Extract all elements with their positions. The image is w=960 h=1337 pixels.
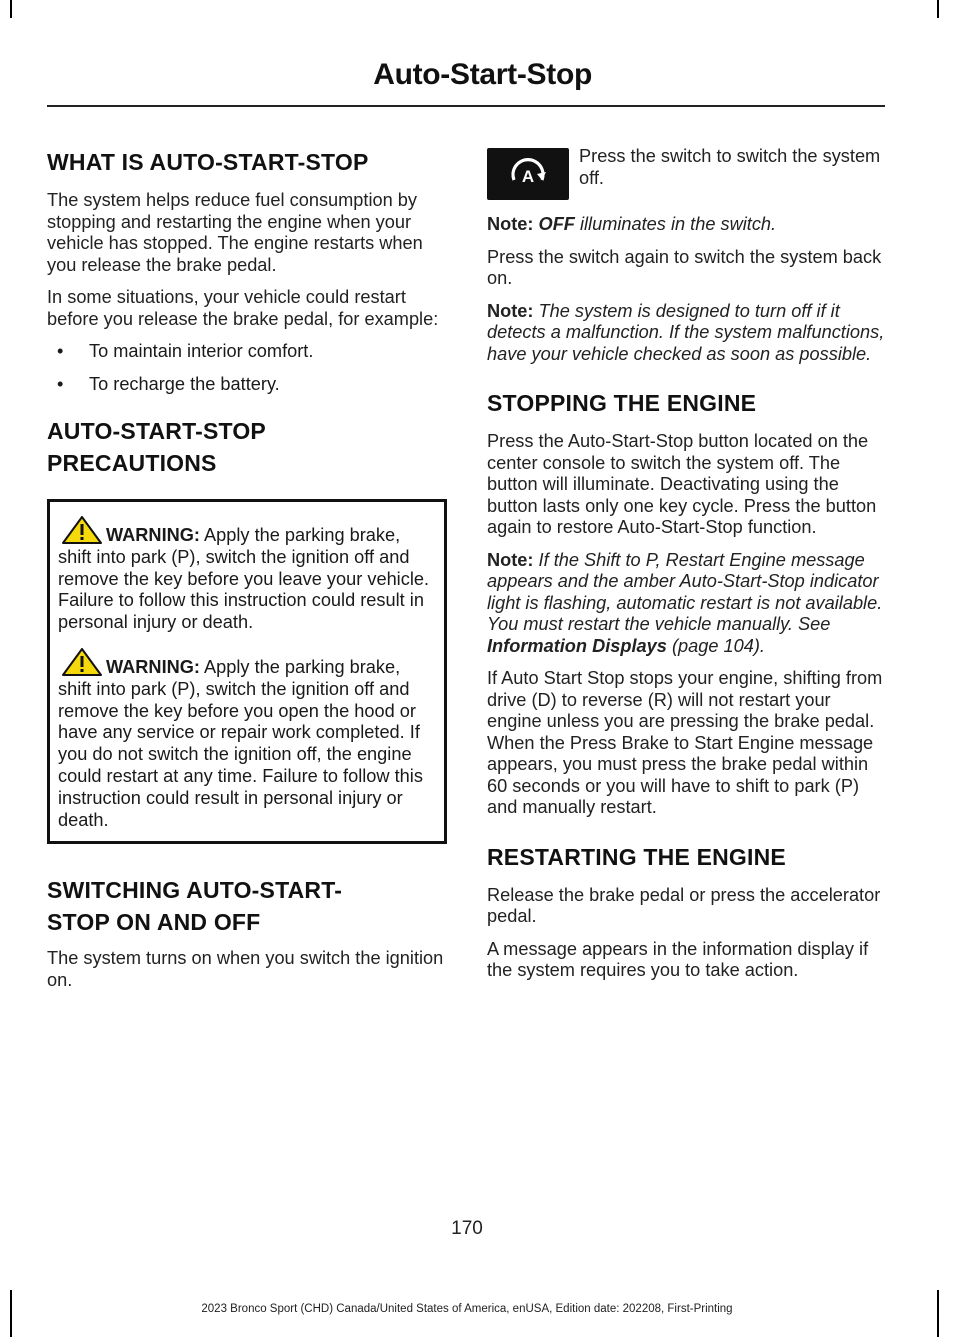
right-column [487,146,885,993]
section-heading-switching [47,874,447,938]
list-item-text: To recharge the battery. [89,373,280,394]
warning-item [58,516,436,634]
paragraph: The system turns on when you switch the ignition on. [47,948,444,990]
header-divider [47,105,885,107]
list-item [47,341,447,363]
paragraph: Release the brake pedal or press the accelerator pedal. [487,884,881,926]
warning-text: Apply the parking brake, shift into park (P), switch the ignition off and remove the key before you open the hood or have any service or repair work completed. If you do not switch the ignition off, the engine could restart at any time. Failure to follow this instruction could result in personal injury or death. [58,656,423,830]
icon-description: Press the switch to switch the system off. [579,146,881,188]
warning-box [47,499,447,844]
warning-item [58,648,436,831]
note-emphasis: OFF [538,214,575,234]
note-label: Note: [487,300,534,321]
paragraph: If Auto Start Stop stops your engine, shifting from drive (D) to reverse (R) will not restart your engine unless you are pressing the brake pedal. When the Press Brake to Start Engine message appears, you must press the brake pedal within 60 seconds or you will have to shift to park (P) and manually restart. [487,668,883,817]
paragraph: Press the Auto-Start-Stop button located on the center console to switch the system off. The button will illuminate. Deactivating using the button lasts only one key cycle. Press the button again to restore Auto-Start-Stop function. [487,431,877,537]
section-heading-restarting: RESTARTING THE ENGINE [487,843,786,870]
note [487,301,885,366]
warning-triangle-icon [62,648,106,674]
section-heading-stopping: STOPPING THE ENGINE [487,390,757,416]
bullet-mark: • [57,373,64,394]
list-item-text: To maintain interior comfort. [89,341,314,361]
note [487,214,885,236]
section-heading-what-is: WHAT IS AUTO-START-STOP [47,149,369,175]
page-header-title: Auto-Start-Stop [373,58,592,91]
warning-label: WARNING: [106,525,200,545]
warning-text: Apply the parking brake, shift into park (P), switch the ignition off and remove the key before you leave your vehicle. Failure to follow this instruction could result in personal injury or death. [58,525,430,633]
list-item [47,374,447,396]
note-text: The system is designed to turn off if it detects a malfunction. If the system malfunctions, have your vehicle checked as soon as possible. [487,300,885,364]
heading-line: AUTO-START-STOP [47,418,266,444]
svg-text:A: A [521,167,535,186]
warning-triangle-icon [62,516,106,542]
page-footer: 2023 Bronco Sport (CHD) Canada/United States of America, enUSA, Edition date: 202208, First-Printing [201,1303,733,1315]
paragraph: A message appears in the information display if the system requires you to take action. [487,938,869,980]
note-text: If the Shift to P, Restart Engine message appears and the amber Auto-Start-Stop indicator light is flashing, automatic restart is not available. You must restart the vehicle manually. See [487,549,883,634]
bullet-mark: • [57,341,64,361]
page-number: 170 [451,1218,483,1239]
crop-mark [10,0,12,18]
cross-reference-link[interactable]: Information Displays [487,635,667,656]
paragraph: The system helps reduce fuel consumption by stopping and restarting the engine when your vehicle has stopped. The engine restarts when you release the brake pedal. [47,190,423,275]
note-label: Note: [487,214,534,234]
heading-line: PRECAUTIONS [47,450,217,476]
auto-start-stop-icon [487,148,569,200]
icon-row [487,146,885,200]
crop-mark [937,0,939,18]
note-label: Note: [487,549,534,570]
crop-mark [937,1290,939,1337]
paragraph: In some situations, your vehicle could restart before you release the brake pedal, for example: [47,287,439,329]
heading-line: STOP ON AND OFF [47,909,261,936]
section-heading-precautions [47,415,447,479]
heading-line: SWITCHING AUTO-START- [47,877,343,904]
warning-label: WARNING: [106,656,200,677]
left-column [47,146,447,1002]
note-text: illuminates in the switch. [574,214,777,234]
note-page-ref: (page 104). [666,635,765,656]
note [487,550,885,658]
paragraph: Press the switch again to switch the system back on. [487,246,882,288]
